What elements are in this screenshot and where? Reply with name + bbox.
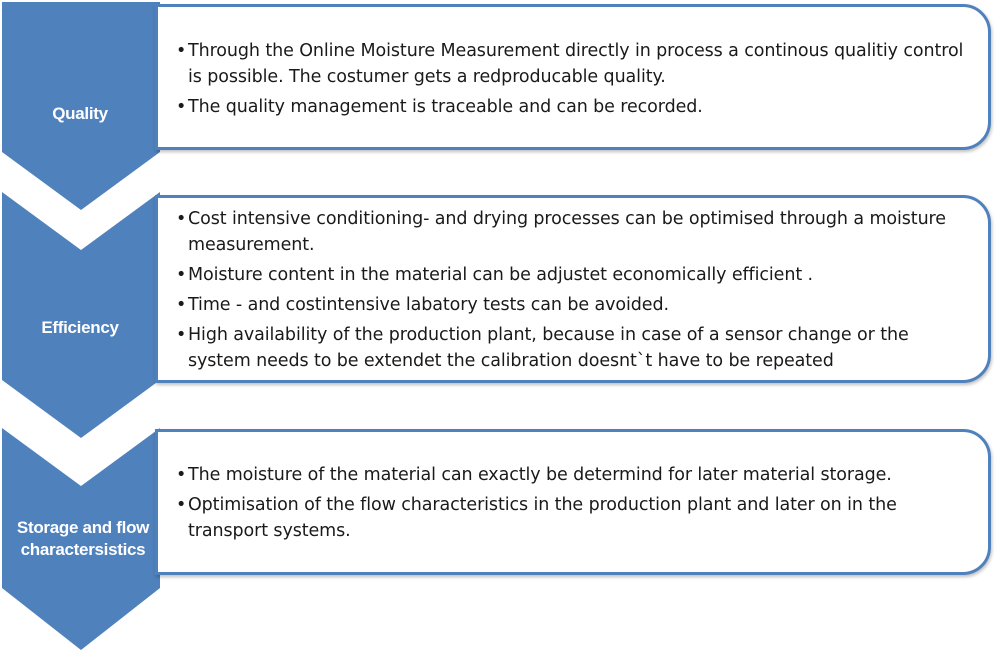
section-box-quality [155,4,991,150]
bullet-item: • Through the Online Moisture Measurement directly in process a continous qualitiy control is possible. The costumer gets a redproducable quality. [176,38,974,90]
bullet-list-efficiency [176,206,976,374]
bullet-item: • High availability of the production plant, because in case of a sensor change or the system needs to be extendet the calibration doesnt`t have to be repeated [176,322,976,374]
bullet-item: • Cost intensive conditioning- and drying processes can be optimised through a moisture measurement. [176,206,976,258]
section-label-efficiency: Efficiency [41,318,119,337]
bullet-item: • Time - and costintensive labatory tests can be avoided. [176,292,976,318]
bullet-item: • Moisture content in the material can be adjustet economically efficient . [176,262,976,288]
bullet-list-quality [176,38,974,120]
section-box-efficiency [155,195,991,383]
section-label-quality: Quality [52,104,108,123]
bullet-item: • Optimisation of the flow characteristics in the production plant and later on in the transport systems. [176,492,974,544]
chevron-arrow-efficiency [2,192,160,438]
section-label-storage: Storage and flow charactersistics [16,518,150,559]
section-box-storage [155,429,991,575]
bullet-list-storage [176,462,974,544]
bullet-item: • The quality management is traceable and can be recorded. [176,94,974,120]
bullet-item: • The moisture of the material can exactly be determind for later material storage. [176,462,974,488]
